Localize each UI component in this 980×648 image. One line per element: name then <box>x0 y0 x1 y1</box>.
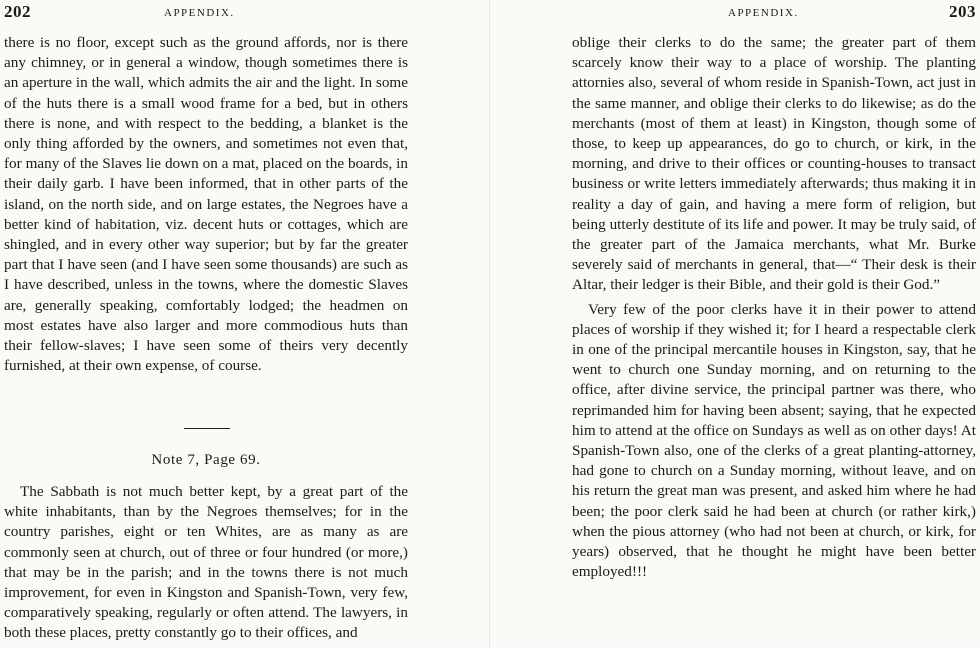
section-divider <box>184 428 230 429</box>
left-note-text <box>4 482 408 644</box>
page-number: 202 <box>4 2 31 21</box>
left-page-header <box>4 2 408 24</box>
paragraph: The Sabbath is not much better kept, by a great part of the white inhabitants, than by the Negroes themselves; for in the country parishes, eight or ten Whites, are as many as are commonly seen at church, out of three or four hundred (or more,) that may be in the parish; and in the towns there is not much improvement, for even in Kingston and Spanish-Town, very few, comparatively speaking, regularly or often attend. The lawyers, in both these places, pretty constantly go to their offices, and <box>4 483 408 642</box>
paragraph: there is no floor, except such as the ground affords, nor is there any chimney, or in general a window, though sometimes there is an aperture in the wall, which admits the air and the light. In some of the huts there is a small wood frame for a bed, but in others there is none, and with respect to the bedding, a blanket is the only thing afforded by the owners, and sometimes not even that, for many of the Slaves lie down on a mat, placed on the boards, in their daily garb. I have been informed, that in other parts of the island, on the north side, and on large estates, the Negroes have a better kind of habitation, viz. decent huts or cottages, which are shingled, and in every other way superior; but by far the greater part that I have seen (and I have seen some thousands) are such as I have described, unless in the towns, where the domestic Slaves are, generally speaking, comfortably lodged; the headmen on most estates have also larger and more commodious huts than their fellow-slaves; I have seen some of theirs very decently furnished, at their own expense, of course. <box>4 34 408 375</box>
paragraph: Very few of the poor clerks have it in their power to attend places of worship if they wished it; for I heard a respectable clerk in one of the principal mercantile houses in Kingston, say, that he went to church one Sunday morning, and on returning to the office, after divine service, the principal partner was there, who reprimanded him for having been absent; saying, that he expected him to attend at the office on Sundays as well as on other days! At Spanish-Town also, one of the clerks of a great planting-attorney, had gone to church on a Sunday morning, without leave, and on his return the great man was present, and asked him where he had been; the poor clerk said he had been at church (or rather kirk,) when the pious attorney (who had not been at church, or kirk, for years) observed, that he thought he might have been better employed!!! <box>572 300 976 581</box>
right-page <box>490 0 980 648</box>
right-body-text <box>572 33 976 582</box>
running-head: APPENDIX. <box>164 7 235 19</box>
right-page-header <box>572 2 976 24</box>
running-head: APPENDIX. <box>728 7 799 19</box>
page-number: 203 <box>949 2 976 21</box>
left-body-text <box>4 33 408 376</box>
paragraph: oblige their clerks to do the same; the greater part of them scarcely know their way to a place of worship. The planting attornies also, several of whom reside in Spanish-Town, act just in the same manner, and oblige their clerks to do likewise; as do the merchants (most of them at least) in Kingston, though some of those, to keep up appearances, do go to church, or kirk, in the morning, and drive to their offices or counting-houses to transact business or write letters immediately afterwards; thus making it in reality a day of gain, and having a mere form of religion, but being utterly destitute of its life and power. It may be truly said, of the greater part of the Jamaica merchants, what Mr. Burke severely said of merchants in general, that—“ Their desk is their Altar, their ledger is their Bible, and their gold is their God.” <box>572 34 976 294</box>
note-heading: Note 7, Page 69. <box>151 452 261 468</box>
